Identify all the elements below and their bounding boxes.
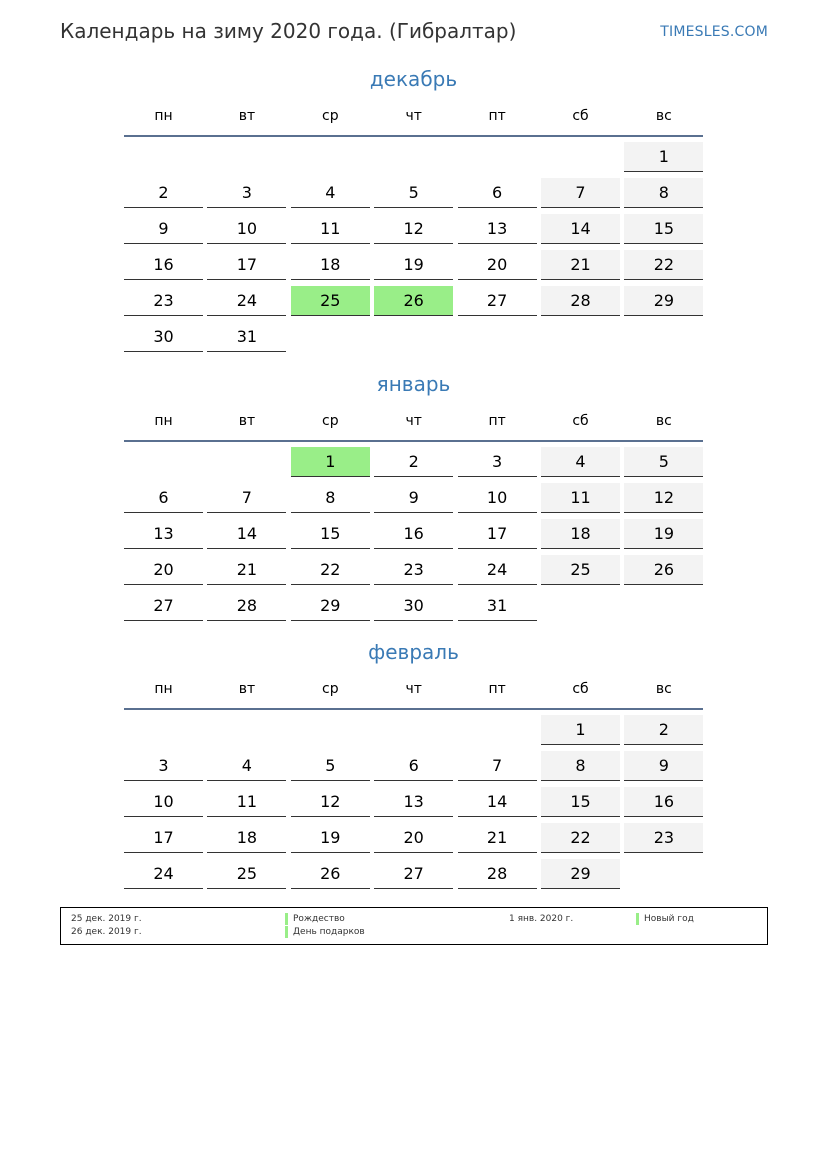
weekday-label: пт	[488, 681, 506, 697]
day-cell: 13	[458, 214, 537, 244]
day-cell: 29	[291, 591, 370, 621]
day-cell: 25	[207, 859, 286, 889]
day-cell: 1	[624, 142, 703, 172]
day-cell: 9	[124, 214, 203, 244]
day-cell: 7	[207, 483, 286, 513]
day-cell: 12	[291, 787, 370, 817]
day-cell: 27	[374, 859, 453, 889]
days-grid	[124, 142, 703, 358]
day-cell: 21	[458, 823, 537, 853]
weekday-label: сб	[572, 108, 589, 124]
weekday-label: вт	[238, 108, 256, 124]
day-cell: 5	[291, 751, 370, 781]
month-calendar-december	[124, 65, 703, 358]
day-cell: 18	[207, 823, 286, 853]
weekday-header	[124, 678, 703, 710]
month-title: декабрь	[369, 67, 458, 91]
legend-holiday-name: Рождество	[285, 913, 345, 925]
weekday-label: пн	[154, 108, 173, 124]
day-cell: 27	[458, 286, 537, 316]
day-cell: 17	[124, 823, 203, 853]
day-cell: 9	[374, 483, 453, 513]
weekday-label: сб	[572, 681, 589, 697]
day-cell: 21	[541, 250, 620, 280]
day-cell: 30	[124, 322, 203, 352]
day-cell: 12	[624, 483, 703, 513]
day-cell: 14	[541, 214, 620, 244]
day-cell: 18	[291, 250, 370, 280]
day-cell: 10	[124, 787, 203, 817]
day-cell: 1	[291, 447, 370, 477]
legend-date: 26 дек. 2019 г.	[71, 927, 142, 937]
day-cell: 19	[624, 519, 703, 549]
days-grid	[124, 715, 703, 895]
weekday-label: вт	[238, 681, 256, 697]
weekday-label: вс	[655, 681, 672, 697]
weekday-label: чт	[405, 681, 422, 697]
day-cell: 3	[124, 751, 203, 781]
day-cell: 19	[291, 823, 370, 853]
day-cell: 7	[458, 751, 537, 781]
days-grid	[124, 447, 703, 627]
day-cell: 15	[291, 519, 370, 549]
day-cell: 2	[624, 715, 703, 745]
day-cell: 6	[374, 751, 453, 781]
day-cell: 20	[124, 555, 203, 585]
brand-link[interactable]: TIMESLES.COM	[660, 24, 768, 40]
day-cell: 29	[624, 286, 703, 316]
page-title: Календарь на зиму 2020 года. (Гибралтар)	[60, 19, 517, 43]
day-cell: 13	[374, 787, 453, 817]
day-cell: 17	[207, 250, 286, 280]
day-cell: 19	[374, 250, 453, 280]
day-cell: 16	[374, 519, 453, 549]
day-cell: 28	[207, 591, 286, 621]
day-cell: 9	[624, 751, 703, 781]
day-cell: 23	[374, 555, 453, 585]
day-cell: 15	[624, 214, 703, 244]
day-cell: 1	[541, 715, 620, 745]
legend-date: 25 дек. 2019 г.	[71, 914, 142, 924]
day-cell: 10	[207, 214, 286, 244]
day-cell: 28	[458, 859, 537, 889]
day-cell: 28	[541, 286, 620, 316]
weekday-label: пт	[488, 108, 506, 124]
day-cell: 13	[124, 519, 203, 549]
weekday-label: вс	[655, 413, 672, 429]
day-cell: 11	[291, 214, 370, 244]
day-cell: 2	[124, 178, 203, 208]
day-cell: 5	[374, 178, 453, 208]
day-cell: 31	[458, 591, 537, 621]
day-cell: 22	[291, 555, 370, 585]
day-cell: 20	[458, 250, 537, 280]
day-cell: 30	[374, 591, 453, 621]
day-cell: 14	[458, 787, 537, 817]
holiday-legend	[60, 907, 768, 945]
day-cell: 26	[291, 859, 370, 889]
day-cell: 24	[124, 859, 203, 889]
weekday-label: ср	[322, 413, 339, 429]
day-cell: 25	[541, 555, 620, 585]
day-cell: 25	[291, 286, 370, 316]
day-cell: 23	[624, 823, 703, 853]
day-cell: 24	[207, 286, 286, 316]
weekday-label: сб	[572, 413, 589, 429]
weekday-label: вт	[238, 413, 256, 429]
day-cell: 8	[291, 483, 370, 513]
day-cell: 12	[374, 214, 453, 244]
weekday-label: вс	[655, 108, 672, 124]
month-calendar-january	[124, 370, 703, 627]
day-cell: 2	[374, 447, 453, 477]
weekday-label: пн	[154, 681, 173, 697]
day-cell: 16	[124, 250, 203, 280]
weekday-label: пн	[154, 413, 173, 429]
legend-holiday-name: День подарков	[285, 926, 365, 938]
day-cell: 26	[374, 286, 453, 316]
day-cell: 17	[458, 519, 537, 549]
weekday-label: чт	[405, 413, 422, 429]
page-header	[60, 19, 768, 47]
weekday-header	[124, 410, 703, 442]
month-title: январь	[376, 372, 451, 396]
day-cell: 5	[624, 447, 703, 477]
legend-holiday-name: Новый год	[636, 913, 694, 925]
day-cell: 4	[541, 447, 620, 477]
day-cell: 11	[207, 787, 286, 817]
day-cell: 3	[207, 178, 286, 208]
day-cell: 20	[374, 823, 453, 853]
day-cell: 8	[624, 178, 703, 208]
day-cell: 29	[541, 859, 620, 889]
day-cell: 24	[458, 555, 537, 585]
day-cell: 22	[624, 250, 703, 280]
day-cell: 21	[207, 555, 286, 585]
day-cell: 14	[207, 519, 286, 549]
weekday-label: пт	[488, 413, 506, 429]
weekday-header	[124, 105, 703, 137]
day-cell: 15	[541, 787, 620, 817]
day-cell: 11	[541, 483, 620, 513]
day-cell: 23	[124, 286, 203, 316]
legend-date: 1 янв. 2020 г.	[509, 914, 574, 924]
day-cell: 31	[207, 322, 286, 352]
month-calendar-february	[124, 638, 703, 895]
weekday-label: ср	[322, 108, 339, 124]
day-cell: 8	[541, 751, 620, 781]
day-cell: 3	[458, 447, 537, 477]
day-cell: 16	[624, 787, 703, 817]
day-cell: 6	[124, 483, 203, 513]
day-cell: 4	[207, 751, 286, 781]
day-cell: 22	[541, 823, 620, 853]
day-cell: 4	[291, 178, 370, 208]
day-cell: 10	[458, 483, 537, 513]
weekday-label: ср	[322, 681, 339, 697]
weekday-label: чт	[405, 108, 422, 124]
day-cell: 27	[124, 591, 203, 621]
day-cell: 18	[541, 519, 620, 549]
month-title: февраль	[368, 640, 459, 664]
day-cell: 26	[624, 555, 703, 585]
day-cell: 7	[541, 178, 620, 208]
day-cell: 6	[458, 178, 537, 208]
